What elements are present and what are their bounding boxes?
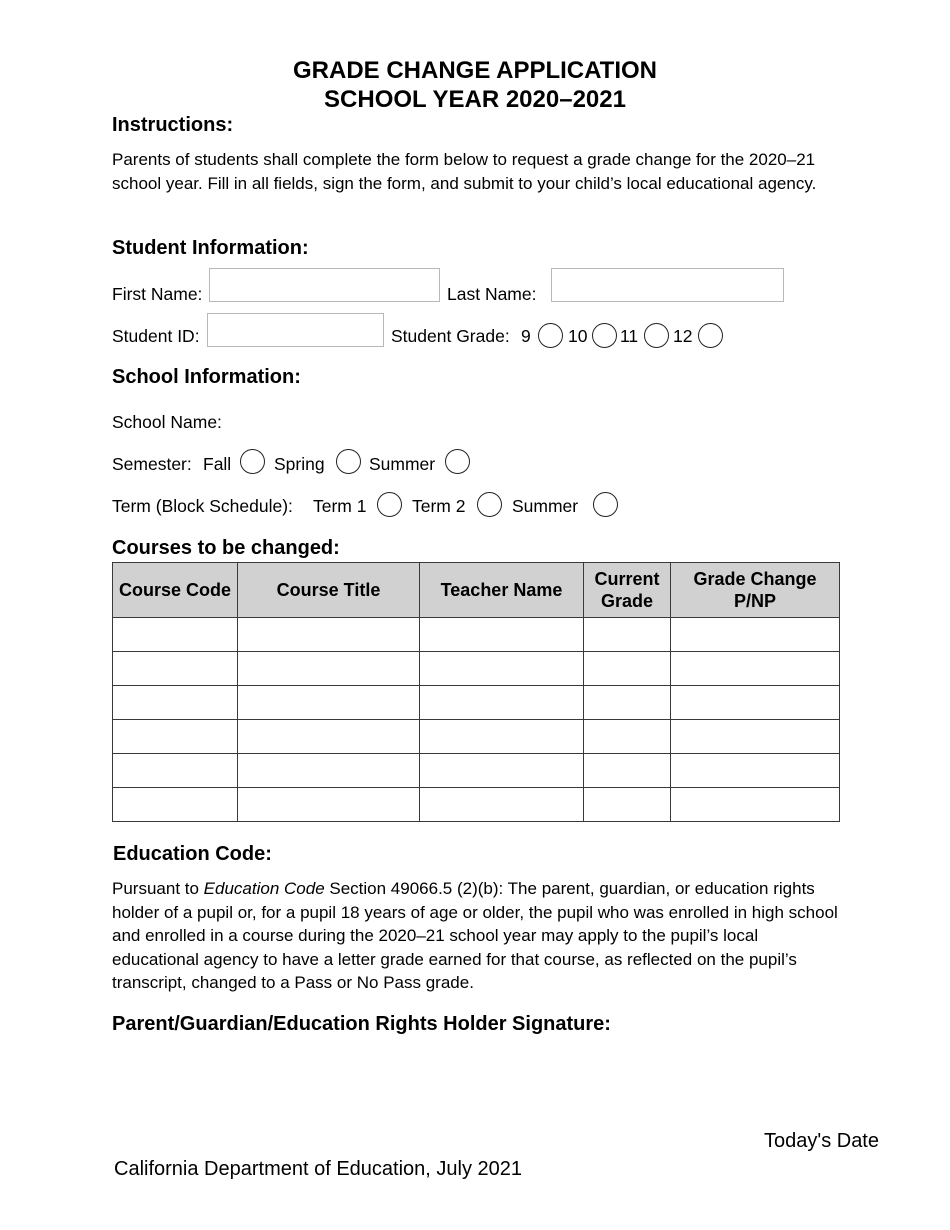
student-id-field[interactable]: [207, 313, 384, 347]
table-row: [113, 618, 840, 652]
table-cell[interactable]: [113, 720, 238, 754]
term-2-radio[interactable]: [477, 492, 502, 517]
student-grade-label: Student Grade:: [391, 326, 510, 346]
table-cell[interactable]: [671, 788, 840, 822]
grade-12-radio[interactable]: [698, 323, 723, 348]
term-1-radio[interactable]: [377, 492, 402, 517]
course-code-header: Course Code: [113, 563, 238, 618]
table-cell[interactable]: [420, 686, 584, 720]
table-cell[interactable]: [584, 754, 671, 788]
table-cell[interactable]: [671, 720, 840, 754]
table-cell[interactable]: [113, 754, 238, 788]
table-cell[interactable]: [238, 686, 420, 720]
table-cell[interactable]: [671, 754, 840, 788]
table-cell[interactable]: [420, 754, 584, 788]
grade-option-11-label: 11: [620, 326, 639, 346]
first-name-label: First Name:: [112, 284, 203, 304]
semester-fall-label: Fall: [203, 454, 232, 474]
education-code-text: [112, 877, 847, 995]
table-cell[interactable]: [420, 720, 584, 754]
table-row: [113, 754, 840, 788]
courses-header-row: [113, 563, 840, 618]
semester-summer-label: Summer: [369, 454, 436, 474]
student-info-heading: Student Information:: [112, 237, 309, 259]
last-name-label: Last Name:: [447, 284, 537, 304]
semester-summer-radio[interactable]: [445, 449, 470, 474]
semester-spring-radio[interactable]: [336, 449, 361, 474]
student-id-label: Student ID:: [112, 326, 200, 346]
term-2-label: Term 2: [412, 496, 466, 516]
table-cell[interactable]: [238, 788, 420, 822]
form-title-line2: SCHOOL YEAR 2020–2021: [324, 86, 626, 113]
form-title-line1: GRADE CHANGE APPLICATION: [292, 57, 657, 84]
courses-table: [112, 562, 840, 822]
table-cell[interactable]: [671, 652, 840, 686]
education-code-heading: Education Code:: [113, 843, 272, 865]
education-code-body: Section 49066.5 (2)(b): The parent, guardian, or education rights holder of a pupil or, for a pupil 18 years of age or older, the pupil who was enrolled in high school and enrolled in a course during the 2020–21 school year may apply to the pupil’s local educational agency to have a letter grade earned for that course, as reflected on the pupil’s transcript, changed to a Pass or No Pass grade.: [112, 879, 838, 992]
school-name-label: School Name:: [112, 412, 222, 432]
table-row: [113, 788, 840, 822]
table-cell[interactable]: [113, 652, 238, 686]
grade-option-10-label: 10: [568, 326, 588, 346]
table-cell[interactable]: [238, 754, 420, 788]
grade-11-radio[interactable]: [644, 323, 669, 348]
grade-change-header: Grade Change P/NP: [671, 563, 840, 618]
school-info-heading: School Information:: [112, 366, 301, 388]
course-title-header: Course Title: [238, 563, 420, 618]
term-summer-radio[interactable]: [593, 492, 618, 517]
table-cell[interactable]: [238, 652, 420, 686]
table-cell[interactable]: [113, 686, 238, 720]
instructions-text: Parents of students shall complete the form below to request a grade change for the 2020–21 school year. Fill in all fields, sign the form, and submit to your child’s local educational agency.: [112, 150, 817, 193]
table-cell[interactable]: [584, 720, 671, 754]
education-code-prefix: Pursuant to: [112, 879, 204, 898]
grade-option-9-label: 9: [521, 326, 531, 346]
courses-heading: Courses to be changed:: [112, 537, 340, 559]
current-grade-header: Current Grade: [584, 563, 671, 618]
term-summer-label: Summer: [512, 496, 579, 516]
table-cell[interactable]: [113, 788, 238, 822]
table-cell[interactable]: [584, 788, 671, 822]
table-cell[interactable]: [238, 720, 420, 754]
table-row: [113, 652, 840, 686]
teacher-name-header: Teacher Name: [420, 563, 584, 618]
table-cell[interactable]: [584, 652, 671, 686]
page-footer: California Department of Education, July 2021: [114, 1158, 523, 1180]
grade-option-12-label: 12: [673, 326, 693, 346]
term-1-label: Term 1: [313, 496, 367, 516]
table-cell[interactable]: [420, 652, 584, 686]
term-label: Term (Block Schedule):: [112, 496, 293, 516]
table-cell[interactable]: [584, 686, 671, 720]
table-cell[interactable]: [584, 618, 671, 652]
table-cell[interactable]: [671, 686, 840, 720]
semester-spring-label: Spring: [274, 454, 325, 474]
first-name-field[interactable]: [209, 268, 440, 302]
table-row: [113, 720, 840, 754]
table-cell[interactable]: [238, 618, 420, 652]
education-code-citation: Education Code: [203, 879, 325, 898]
table-cell[interactable]: [671, 618, 840, 652]
instructions-heading: Instructions:: [112, 114, 234, 136]
table-cell[interactable]: [420, 788, 584, 822]
signature-heading: Parent/Guardian/Education Rights Holder Signature:: [112, 1013, 611, 1035]
semester-label: Semester:: [112, 454, 192, 474]
last-name-field[interactable]: [551, 268, 784, 302]
semester-fall-radio[interactable]: [240, 449, 265, 474]
table-row: [113, 686, 840, 720]
table-cell[interactable]: [420, 618, 584, 652]
table-cell[interactable]: [113, 618, 238, 652]
todays-date-label: Today's Date: [764, 1130, 879, 1152]
grade-10-radio[interactable]: [592, 323, 617, 348]
grade-9-radio[interactable]: [538, 323, 563, 348]
